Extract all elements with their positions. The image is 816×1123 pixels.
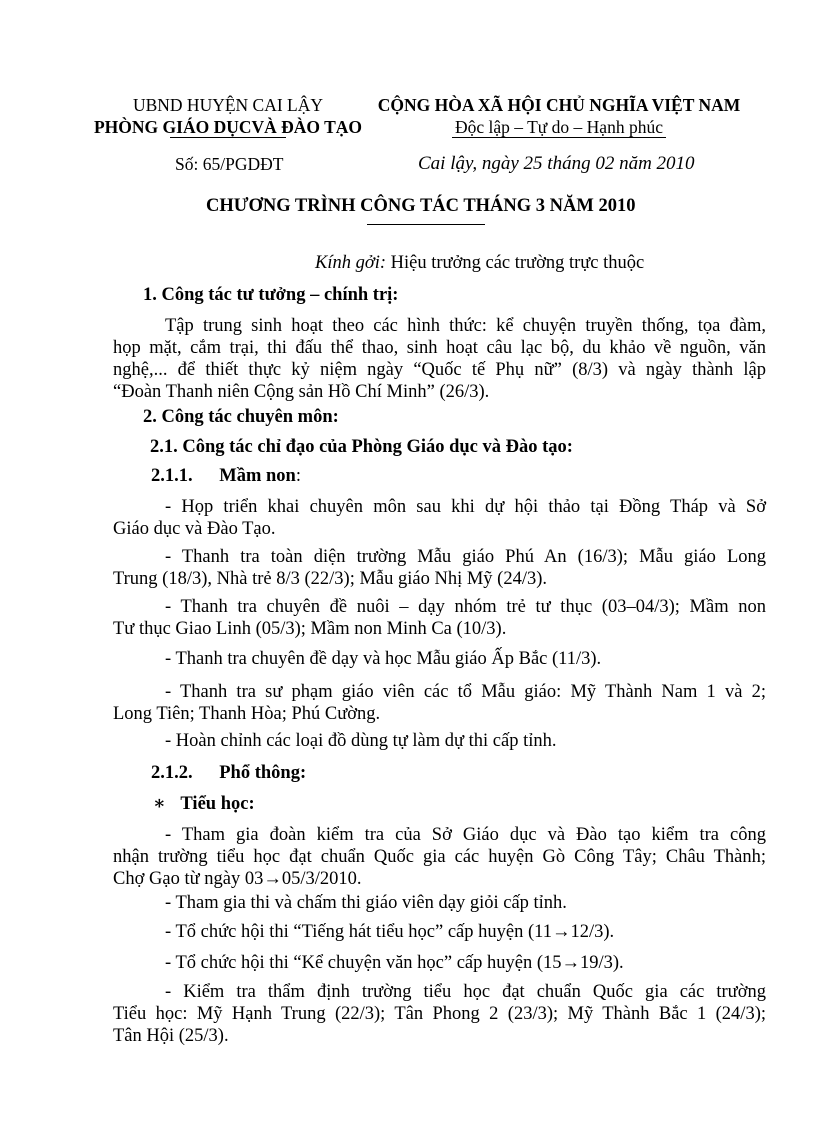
primary-heading [153,793,255,815]
mamnon-item-2-line-2: Trung (18/3), Nhà trẻ 8/3 (22/3); Mẫu giáo Nhị Mỹ (24/3). [113,569,548,589]
mamnon-item-6-line-1: - Hoàn chỉnh các loại đồ dùng tự làm dự thi cấp tỉnh. [165,731,557,751]
mamnon-item-3-line-2: Tư thục Giao Linh (05/3); Mầm non Minh Ca (10/3). [113,619,507,639]
section1-line-3: nghệ,... để thiết thực kỷ niệm ngày “Quốc tế Phụ nữ” (8/3) và ngày thành lập [113,360,766,380]
section1-body [113,315,766,403]
mamnon-item [113,496,766,540]
primary-item-1-line-2: nhận trường tiểu học đạt chuẩn Quốc gia các huyện Gò Công Tây; Châu Thành; [113,847,766,867]
mamnon-item-3-line-1: - Thanh tra chuyên đề nuôi – dạy nhóm trẻ tư thục (03–04/3); Mầm non [165,597,766,617]
primary-item-3-line-1: - Tổ chức hội thi “Tiếng hát tiểu học” cấp huyện (11→12/3). [165,922,615,942]
primary-item [113,921,766,943]
section2-1-1-title: Mầm non [219,466,296,486]
greeting-recipient: Hiệu trưởng các trường trực thuộc [390,253,645,273]
nation-name: CỘNG HÒA XÃ HỘI CHỦ NGHĨA VIỆT NAM [377,95,741,115]
document-date: Cai lậy, ngày 25 tháng 02 năm 2010 [418,153,695,174]
greeting-label: Kính gởi: [315,253,387,273]
primary-item-2-line-1: - Tham gia thi và chấm thi giáo viên dạy giỏi cấp tỉnh. [165,893,567,913]
document-number: Số: 65/PGDĐT [175,154,284,174]
mamnon-item-1-line-1: - Họp triển khai chuyên môn sau khi dự hội thảo tại Đồng Tháp và Sở [165,497,766,517]
primary-item-1-line-1: - Tham gia đoàn kiểm tra của Sở Giáo dục và Đào tạo kiểm tra công [165,825,766,845]
primary-item [113,952,766,974]
mamnon-item [113,730,766,752]
greeting [315,253,644,274]
primary-item [113,981,766,1047]
title-underline [367,224,485,225]
primary-item [113,892,766,914]
primary-item-5-line-2: Tiểu học: Mỹ Hạnh Trung (22/3); Tân Phong 2 (23/3); Mỹ Thành Bắc 1 (24/3); [113,1004,766,1024]
primary-item-4-line-1: - Tổ chức hội thi “Kể chuyện văn học” cấp huyện (15→19/3). [165,953,624,973]
section1-heading: 1. Công tác tư tưởng – chính trị: [143,285,399,305]
section1-line-4: “Đoàn Thanh niên Cộng sản Hồ Chí Minh” (26/3). [113,382,490,402]
mamnon-item-1-line-2: Giáo dục và Đào Tạo. [113,519,276,539]
mamnon-item-4-line-1: - Thanh tra chuyên đề dạy và học Mẫu giáo Ấp Bắc (11/3). [165,649,602,669]
mamnon-item [113,546,766,590]
section2-1-1-number: 2.1.1. [151,466,193,486]
primary-title: Tiểu học: [180,794,255,814]
section2-1-2-number: 2.1.2. [151,763,193,783]
header-left [88,94,368,138]
section1-line-2: họp mặt, cắm trại, thi đấu thể thao, sinh hoạt câu lạc bộ, du khảo về nguồn, văn [113,338,766,358]
mamnon-item-2-line-1: - Thanh tra toàn diện trường Mẫu giáo Phú An (16/3); Mẫu giáo Long [165,547,766,567]
section2-1-1-heading [151,466,301,487]
mamnon-item [113,681,766,725]
section2-1-2-title: Phổ thông: [219,763,307,783]
mamnon-item [113,596,766,640]
header-left-underline [170,137,286,138]
section1-line-1: Tập trung sinh hoạt theo các hình thức: kể chuyện truyền thống, tọa đàm, [165,316,766,336]
header-right [372,94,746,138]
mamnon-item [113,648,766,670]
primary-item-5-line-1: - Kiểm tra thẩm định trường tiểu học đạt chuẩn Quốc gia các trường [165,982,766,1002]
section2-1-heading: 2.1. Công tác chỉ đạo của Phòng Giáo dục và Đào tạo: [150,437,573,457]
district-name: UBND HUYỆN CAI LẬY [132,95,324,115]
section2-1-2-heading [151,763,306,784]
section2-1-1-colon: : [295,466,301,486]
department-name: PHÒNG GIÁO DỤCVÀ ĐÀO TẠO [93,117,363,137]
section2-heading: 2. Công tác chuyên môn: [143,407,339,427]
mamnon-item-5-line-1: - Thanh tra sư phạm giáo viên các tổ Mẫu giáo: Mỹ Thành Nam 1 và 2; [165,682,766,702]
document-title: CHƯƠNG TRÌNH CÔNG TÁC THÁNG 3 NĂM 2010 [206,196,636,216]
bullet-icon: ∗ [153,794,166,814]
primary-item [113,824,766,890]
primary-item-1-line-3: Chợ Gạo từ ngày 03→05/3/2010. [113,869,362,889]
header-right-underline [452,137,666,138]
mamnon-item-5-line-2: Long Tiên; Thanh Hòa; Phú Cường. [113,704,381,724]
nation-motto: Độc lập – Tự do – Hạnh phúc [455,117,663,137]
primary-item-5-line-3: Tân Hội (25/3). [113,1026,229,1046]
